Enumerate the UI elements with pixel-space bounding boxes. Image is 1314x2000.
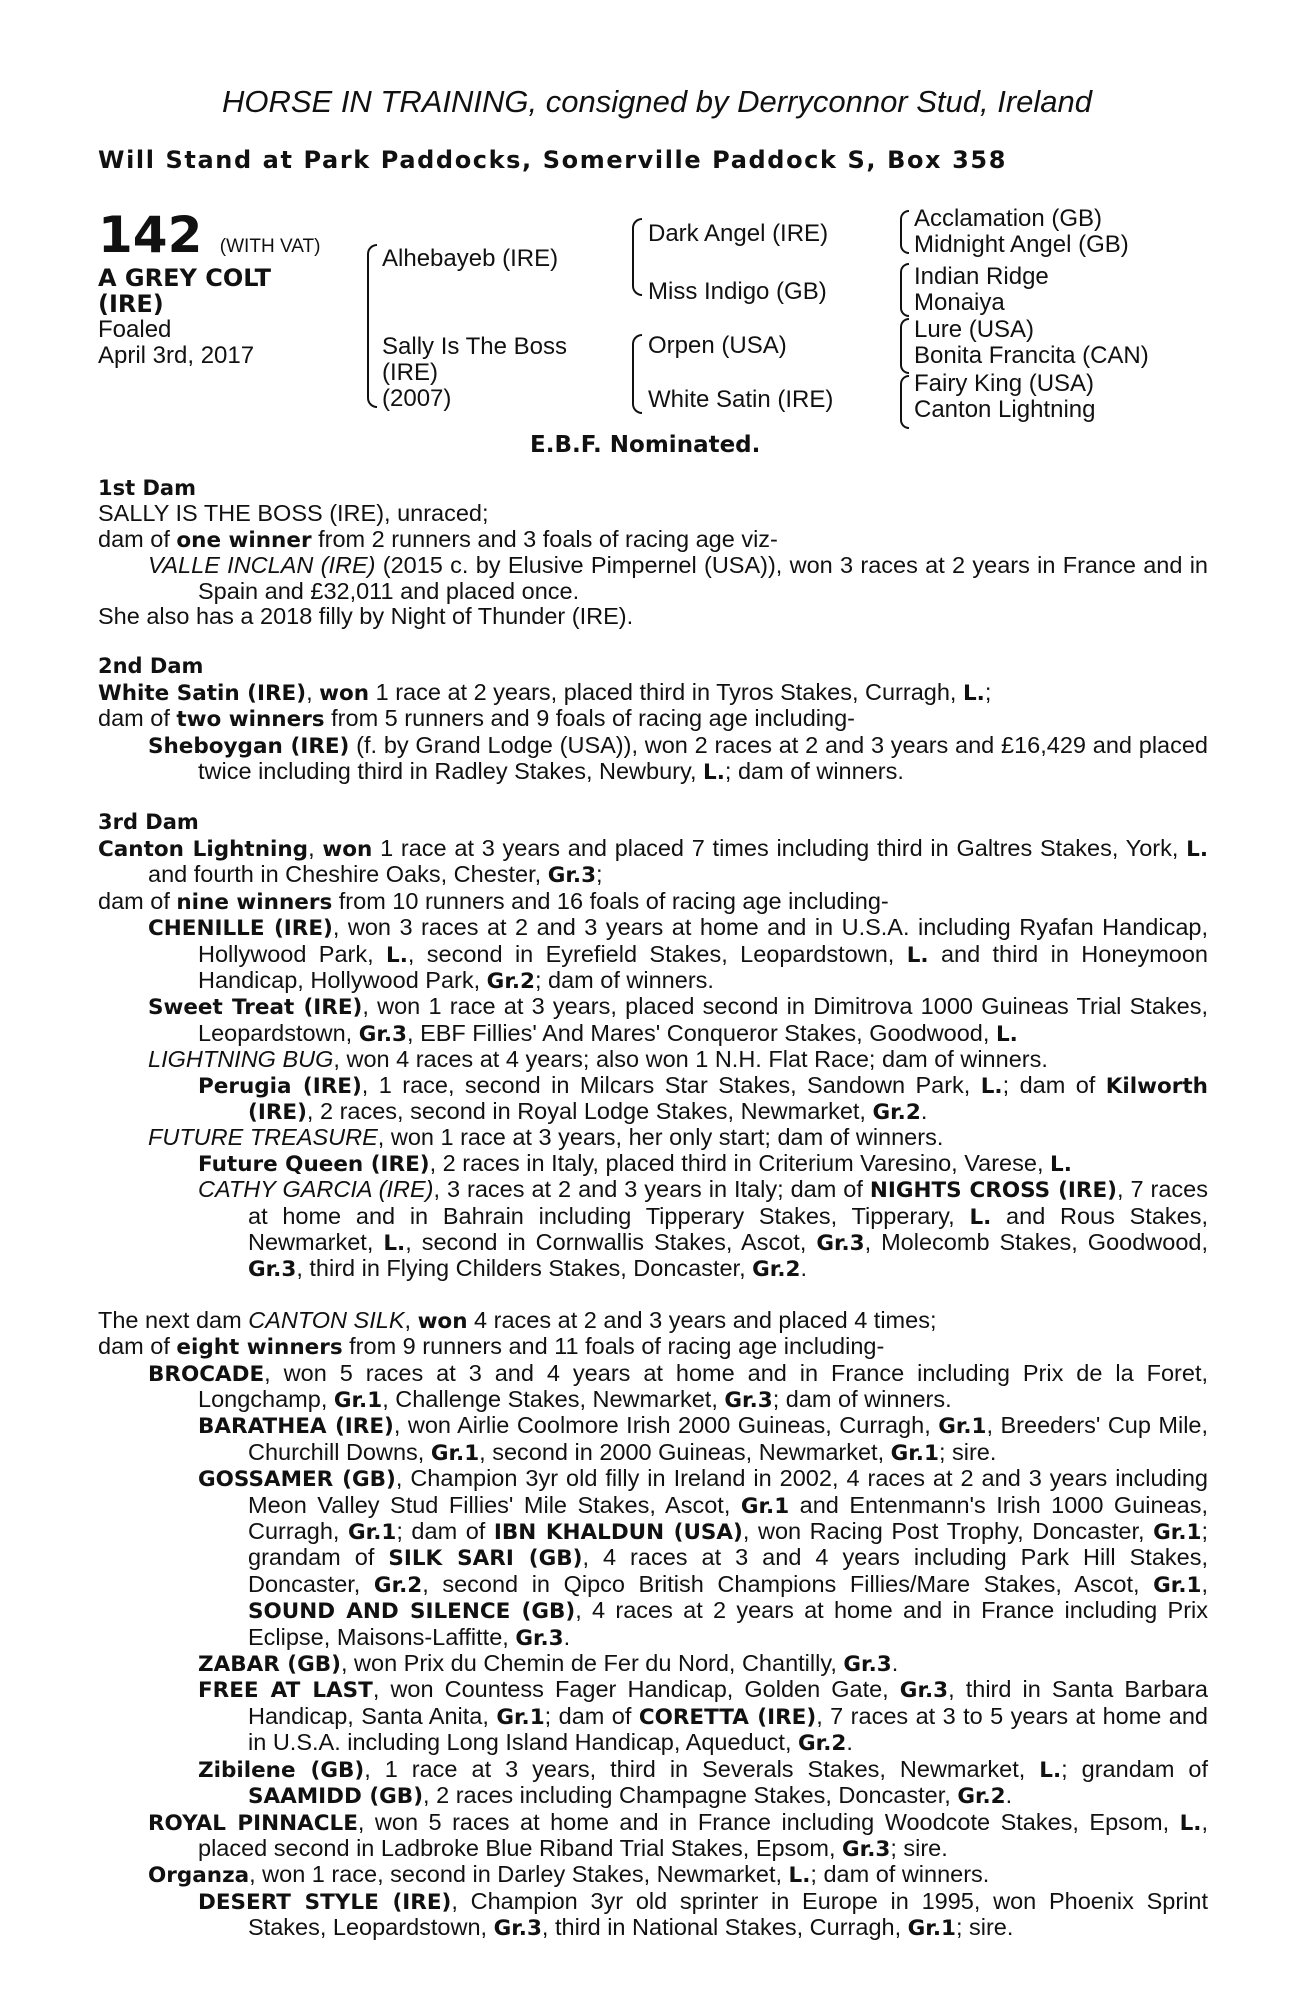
list-item: Sweet Treat (IRE), won 1 race at 3 years, placed second in Dimitrova 1000 Guineas Trial Stakes, Leopardstown, Gr.3, EBF Fillies' And Mares' Conqueror Stakes, Goodwood, L.	[148, 993, 1208, 1047]
first-dam-name: SALLY IS THE BOSS (IRE), unraced;	[98, 500, 489, 527]
pedigree-dam-line2: (IRE)	[382, 359, 438, 386]
pedigree-brace-2	[900, 263, 909, 317]
pedigree-sire-dam: Miss Indigo (GB)	[648, 278, 827, 305]
pedigree-dam-sire: Orpen (USA)	[648, 332, 787, 359]
list-item: CATHY GARCIA (IRE), 3 races at 2 and 3 years in Italy; dam of NIGHTS CROSS (IRE), 7 races at home and in Bahrain including Tipperary Stakes, Tipperary, L. and Rous Stakes, Newmarket, L., second in Cornwallis Stakes, Ascot, Gr.3, Molecomb Stakes, Goodwood, Gr.3, third in Flying Childers Stakes, Doncaster, Gr.2.	[198, 1176, 1209, 1283]
pedigree-brace-main	[367, 244, 377, 408]
third-dam-name: Canton Lightning, won 1 race at 3 years and placed 7 times including third in Galtres Stakes, York, L. and fourth in Cheshire Oaks, Chester, Gr.3;	[98, 834, 1208, 889]
first-dam-produce: dam of one winner from 2 runners and 3 foals of racing age viz-	[98, 525, 778, 553]
pedigree-brace-4	[900, 375, 909, 429]
page-title: HORSE IN TRAINING, consigned by Derryconnor Stud, Ireland	[221, 84, 1093, 119]
list-item: FREE AT LAST, won Countess Fager Handicap, Golden Gate, Gr.3, third in Santa Barbara Handicap, Santa Anita, Gr.1; dam of CORETTA (IRE), 7 races at 3 to 5 years at home and in U.S.A. including Long Island Handicap, Aqueduct, Gr.2.	[198, 1676, 1209, 1757]
list-item: LIGHTNING BUG, won 4 races at 4 years; also won 1 N.H. Flat Race; dam of winners.	[148, 1046, 1048, 1073]
list-item: BARATHEA (IRE), won Airlie Coolmore Irish 2000 Guineas, Curragh, Gr.1, Breeders' Cup Mile, Churchill Downs, Gr.1, second in 2000 Guineas, Newmarket, Gr.1; sire.	[198, 1412, 1209, 1466]
horse-origin: (IRE)	[98, 290, 164, 318]
list-item: Perugia (IRE), 1 race, second in Milcars Star Stakes, Sandown Park, L.; dam of Kilworth (IRE), 2 races, second in Royal Lodge Stakes, Newmarket, Gr.2.	[198, 1071, 1208, 1125]
lot-number	[98, 206, 321, 264]
pedigree-brace-1	[900, 210, 909, 254]
next-dam-produce: dam of eight winners from 9 runners and 11 foals of racing age including-	[98, 1333, 885, 1361]
pedigree-gen3-1: Acclamation (GB)	[914, 205, 1103, 232]
heading-1st-dam: 1st Dam	[98, 476, 196, 500]
second-dam-produce: dam of two winners from 5 runners and 9 foals of racing age including-	[98, 705, 855, 733]
foaled-date: April 3rd, 2017	[98, 342, 255, 369]
heading-2nd-dam: 2nd Dam	[98, 654, 204, 679]
heading-3rd-dam: 3rd Dam	[98, 810, 199, 835]
third-dam-produce: dam of nine winners from 10 runners and 16 foals of racing age including-	[98, 887, 889, 915]
list-item: GOSSAMER (GB), Champion 3yr old filly in Ireland in 2002, 4 races at 2 and 3 years including Meon Valley Stud Fillies' Mile Stakes, Ascot, Gr.1 and Entenmann's Irish 1000 Guineas, Curragh, Gr.1; dam of IBN KHALDUN (USA), won Racing Post Trophy, Doncaster, Gr.1; grandam of SILK SARI (GB), 4 races at 3 and 4 years including Park Hill Stakes, Doncaster, Gr.2, second in Qipco British Champions Fillies/Mare Stakes, Ascot, Gr.1, SOUND AND SILENCE (GB), 4 races at 2 years at home and in France including Prix Eclipse, Maisons-Laffitte, Gr.3.	[198, 1465, 1208, 1651]
pedigree-dam-line3: (2007)	[382, 385, 452, 412]
lot-number-value: 142	[98, 206, 203, 264]
stand-location: Will Stand at Park Paddocks, Somerville Paddock S, Box 358	[98, 146, 1007, 174]
pedigree-brace-dam	[632, 334, 642, 414]
pedigree-brace-sire	[632, 218, 642, 296]
list-item: BROCADE, won 5 races at 3 and 4 years at home and in France including Prix de la Foret, Longchamp, Gr.1, Challenge Stakes, Newmarket, Gr.3; dam of winners.	[148, 1359, 1208, 1413]
list-item: ZABAR (GB), won Prix du Chemin de Fer du Nord, Chantilly, Gr.3.	[198, 1650, 899, 1678]
pedigree-dam-line1: Sally Is The Boss	[382, 333, 567, 360]
pedigree-gen3-5: Lure (USA)	[914, 316, 1035, 343]
pedigree-sire: Alhebayeb (IRE)	[382, 245, 559, 272]
list-item: FUTURE TREASURE, won 1 race at 3 years, her only start; dam of winners.	[148, 1124, 944, 1151]
list-item: Future Queen (IRE), 2 races in Italy, placed third in Criterium Varesino, Varese, L.	[198, 1149, 1072, 1177]
list-item: CHENILLE (IRE), won 3 races at 2 and 3 years at home and in U.S.A. including Ryafan Handicap, Hollywood Park, L., second in Eyrefield Stakes, Leopardstown, L. and third in Honeymoon Handicap, Hollywood Park, Gr.2; dam of winners.	[148, 914, 1208, 994]
horse-description: A GREY COLT	[98, 264, 271, 292]
next-dam-name: The next dam CANTON SILK, won 4 races at 2 and 3 years and placed 4 times;	[98, 1306, 937, 1334]
list-item: VALLE INCLAN (IRE) (2015 c. by Elusive Pimpernel (USA)), won 3 races at 2 years in France and in Spain and £32,011 and placed once.	[148, 552, 1208, 604]
pedigree-brace-3	[900, 318, 909, 374]
list-item: Organza, won 1 race, second in Darley Stakes, Newmarket, L.; dam of winners.	[148, 1861, 990, 1889]
list-item: ROYAL PINNACLE, won 5 races at home and in France including Woodcote Stakes, Epsom, L., placed second in Ladbroke Blue Riband Trial Stakes, Epsom, Gr.3; sire.	[148, 1808, 1208, 1862]
list-item: Zibilene (GB), 1 race at 3 years, third in Severals Stakes, Newmarket, L.; grandam of SAAMIDD (GB), 2 races including Champagne Stakes, Doncaster, Gr.2.	[198, 1755, 1209, 1810]
ebf-nominated: E.B.F. Nominated.	[530, 432, 761, 458]
catalogue-text	[98, 476, 1208, 1942]
pedigree-sire-sire: Dark Angel (IRE)	[648, 220, 829, 247]
pedigree-gen3-2: Midnight Angel (GB)	[914, 231, 1129, 258]
first-dam-note: She also has a 2018 filly by Night of Thunder (IRE).	[98, 603, 634, 630]
list-item: DESERT STYLE (IRE), Champion 3yr old sprinter in Europe in 1995, won Phoenix Sprint Stakes, Leopardstown, Gr.3, third in National Stakes, Curragh, Gr.1; sire.	[198, 1887, 1208, 1942]
pedigree-gen3-8: Canton Lightning	[914, 396, 1096, 423]
vat-note: (WITH VAT)	[219, 236, 321, 257]
second-dam-name: White Satin (IRE), won 1 race at 2 years, placed third in Tyros Stakes, Curragh, L.;	[98, 678, 992, 706]
pedigree-gen3-4: Monaiya	[914, 289, 1005, 316]
pedigree-gen3-7: Fairy King (USA)	[914, 370, 1095, 397]
foaled-label: Foaled	[98, 316, 172, 343]
pedigree-gen3-3: Indian Ridge	[914, 263, 1049, 290]
pedigree-dam-dam: White Satin (IRE)	[648, 386, 834, 413]
list-item: Sheboygan (IRE) (f. by Grand Lodge (USA)), won 2 races at 2 and 3 years and £16,429 and placed twice including third in Radley Stakes, Newbury, L.; dam of winners.	[148, 731, 1208, 786]
pedigree-gen3-6: Bonita Francita (CAN)	[914, 342, 1149, 369]
